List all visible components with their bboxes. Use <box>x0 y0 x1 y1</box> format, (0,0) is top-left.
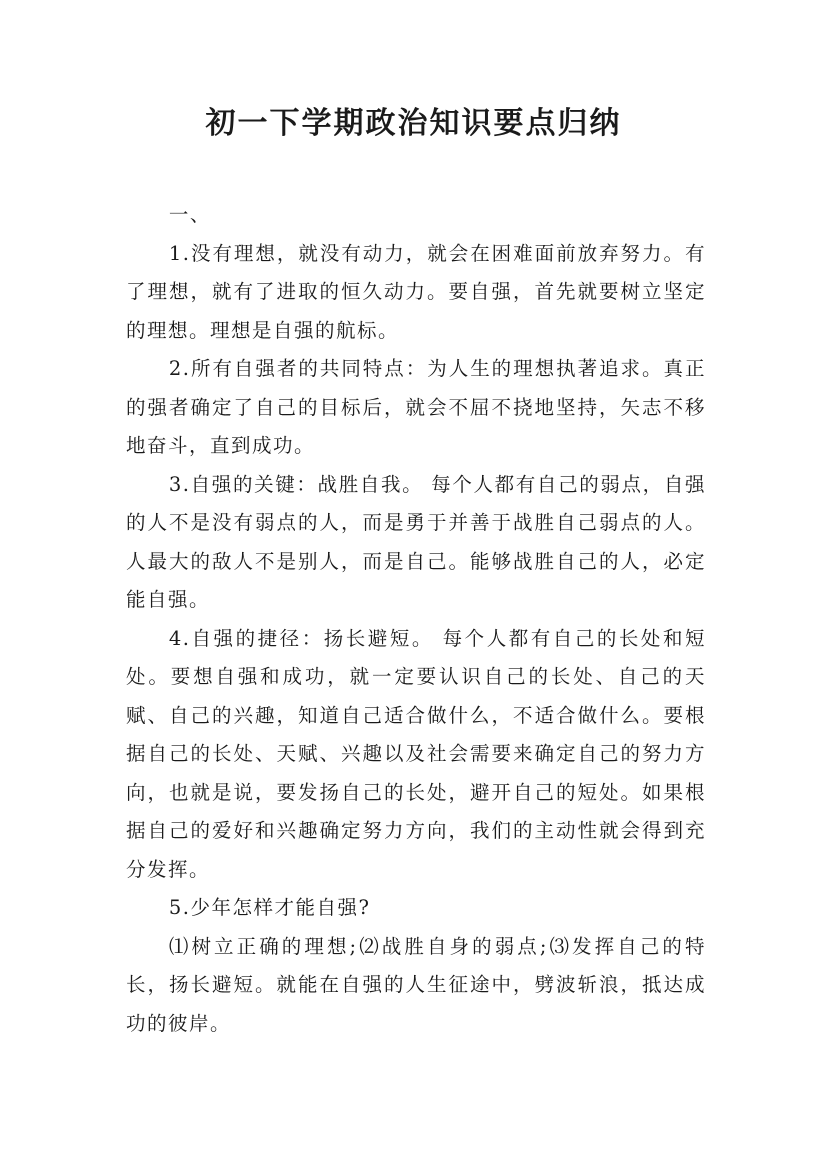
document-body <box>126 196 706 1043</box>
paragraph-1: 1.没有理想，就没有动力，就会在困难面前放弃努力。有了理想，就有了进取的恒久动力。要自强，首先就要树立坚定的理想。理想是自强的航标。 <box>126 241 706 342</box>
paragraph-2: 2.所有自强者的共同特点：为人生的理想执著追求。真正的强者确定了自己的目标后，就会不屈不挠地坚持，矢志不移地奋斗，直到成功。 <box>126 357 706 457</box>
paragraph-6: ⑴树立正确的理想;⑵战胜自身的弱点;⑶发挥自己的特长，扬长避短。就能在自强的人生征途中，劈波斩浪，抵达成功的彼岸。 <box>126 934 706 1035</box>
paragraph-5: 5.少年怎样才能自强? <box>168 896 371 919</box>
paragraph-4: 4.自强的捷径：扬长避短。 每个人都有自己的长处和短处。要想自强和成功，就一定要认识自己的长处、自己的天赋、自己的兴趣，知道自己适合做什么，不适合做什么。要根据自己的长处、天赋、兴趣以及社会需要来确定自己的努力方向，也就是说，要发扬自己的长处，避开自己的短处。如果根据自己的爱好和兴趣确定努力方向，我们的主动性就会得到充分发挥。 <box>126 626 706 881</box>
paragraph-3: 3.自强的关键：战胜自我。 每个人都有自己的弱点，自强的人不是没有弱点的人，而是勇于并善于战胜自己弱点的人。人最大的敌人不是别人，而是自己。能够战胜自己的人，必定能自强。 <box>126 472 706 611</box>
document-title: 初一下学期政治知识要点归纳 <box>205 106 622 141</box>
section-marker: 一、 <box>168 203 211 226</box>
